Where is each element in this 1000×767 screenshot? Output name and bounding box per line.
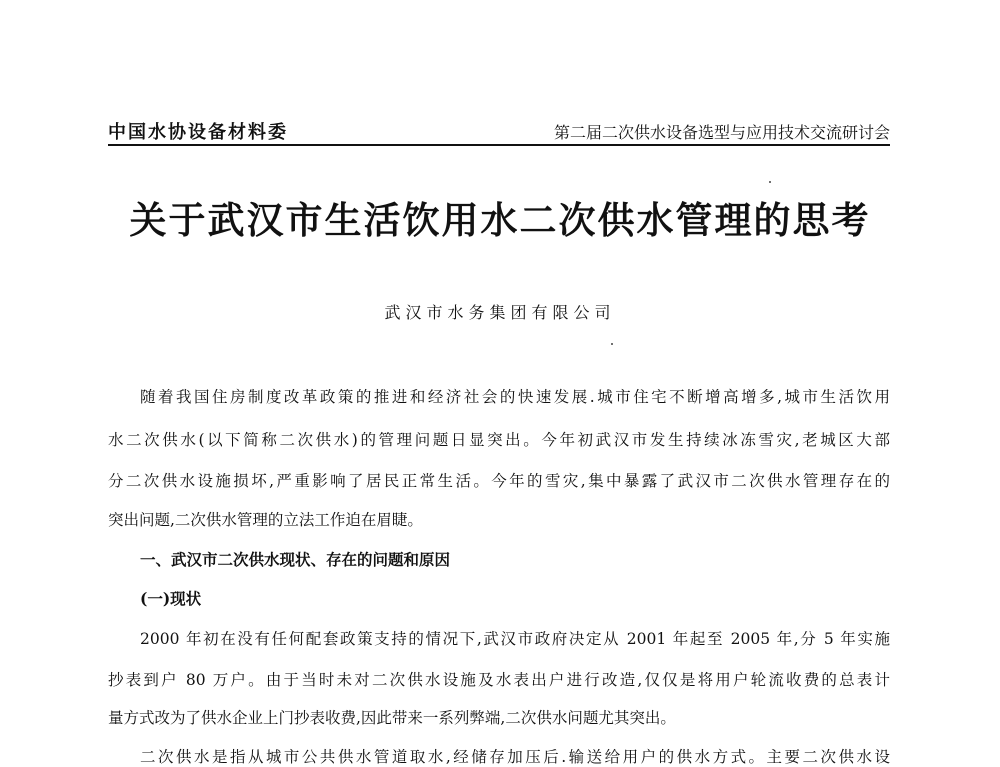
- section-heading: 一、武汉市二次供水现状、存在的问题和原因: [140, 550, 451, 569]
- paragraph-line: 水二次供水(以下简称二次供水)的管理问题日显突出。今年初武汉市发生持续冰冻雪灾,老城区大部: [108, 431, 890, 449]
- document-title: 关于武汉市生活饮用水二次供水管理的思考: [129, 198, 871, 242]
- paragraph-line: 二次供水是指从城市公共供水管道取水,经储存加压后.输送给用户的供水方式。主要二次供水设: [140, 748, 890, 766]
- author-line: 武汉市水务集团有限公司: [384, 303, 616, 322]
- paragraph-line: 抄表到户 80 万户。由于当时未对二次供水设施及水表出户进行改造,仅仅是将用户轮流收费的总表计: [108, 671, 890, 689]
- running-header: [108, 116, 890, 146]
- subsection-heading: (一)现状: [140, 589, 202, 608]
- paragraph-line: 随着我国住房制度改革政策的推进和经济社会的快速发展.城市住宅不断增高增多,城市生活饮用: [140, 388, 890, 406]
- paragraph-line: 分二次供水设施损坏,严重影响了居民正常生活。今年的雪灾,集中暴露了武汉市二次供水管理存在的: [108, 472, 890, 490]
- paragraph-line: 突出问题,二次供水管理的立法工作迫在眉睫。: [108, 511, 423, 529]
- scan-speck: [611, 343, 613, 345]
- scan-speck: [769, 181, 771, 183]
- header-organization: 中国水协设备材料委: [108, 122, 288, 143]
- header-conference: 第二届二次供水设备选型与应用技术交流研讨会: [553, 123, 890, 142]
- paragraph-line: 量方式改为了供水企业上门抄表收费,因此带来一系列弊端,二次供水问题尤其突出。: [108, 709, 676, 727]
- paragraph-line: 2000 年初在没有任何配套政策支持的情况下,武汉市政府决定从 2001 年起至 2005 年,分 5 年实施: [140, 630, 890, 648]
